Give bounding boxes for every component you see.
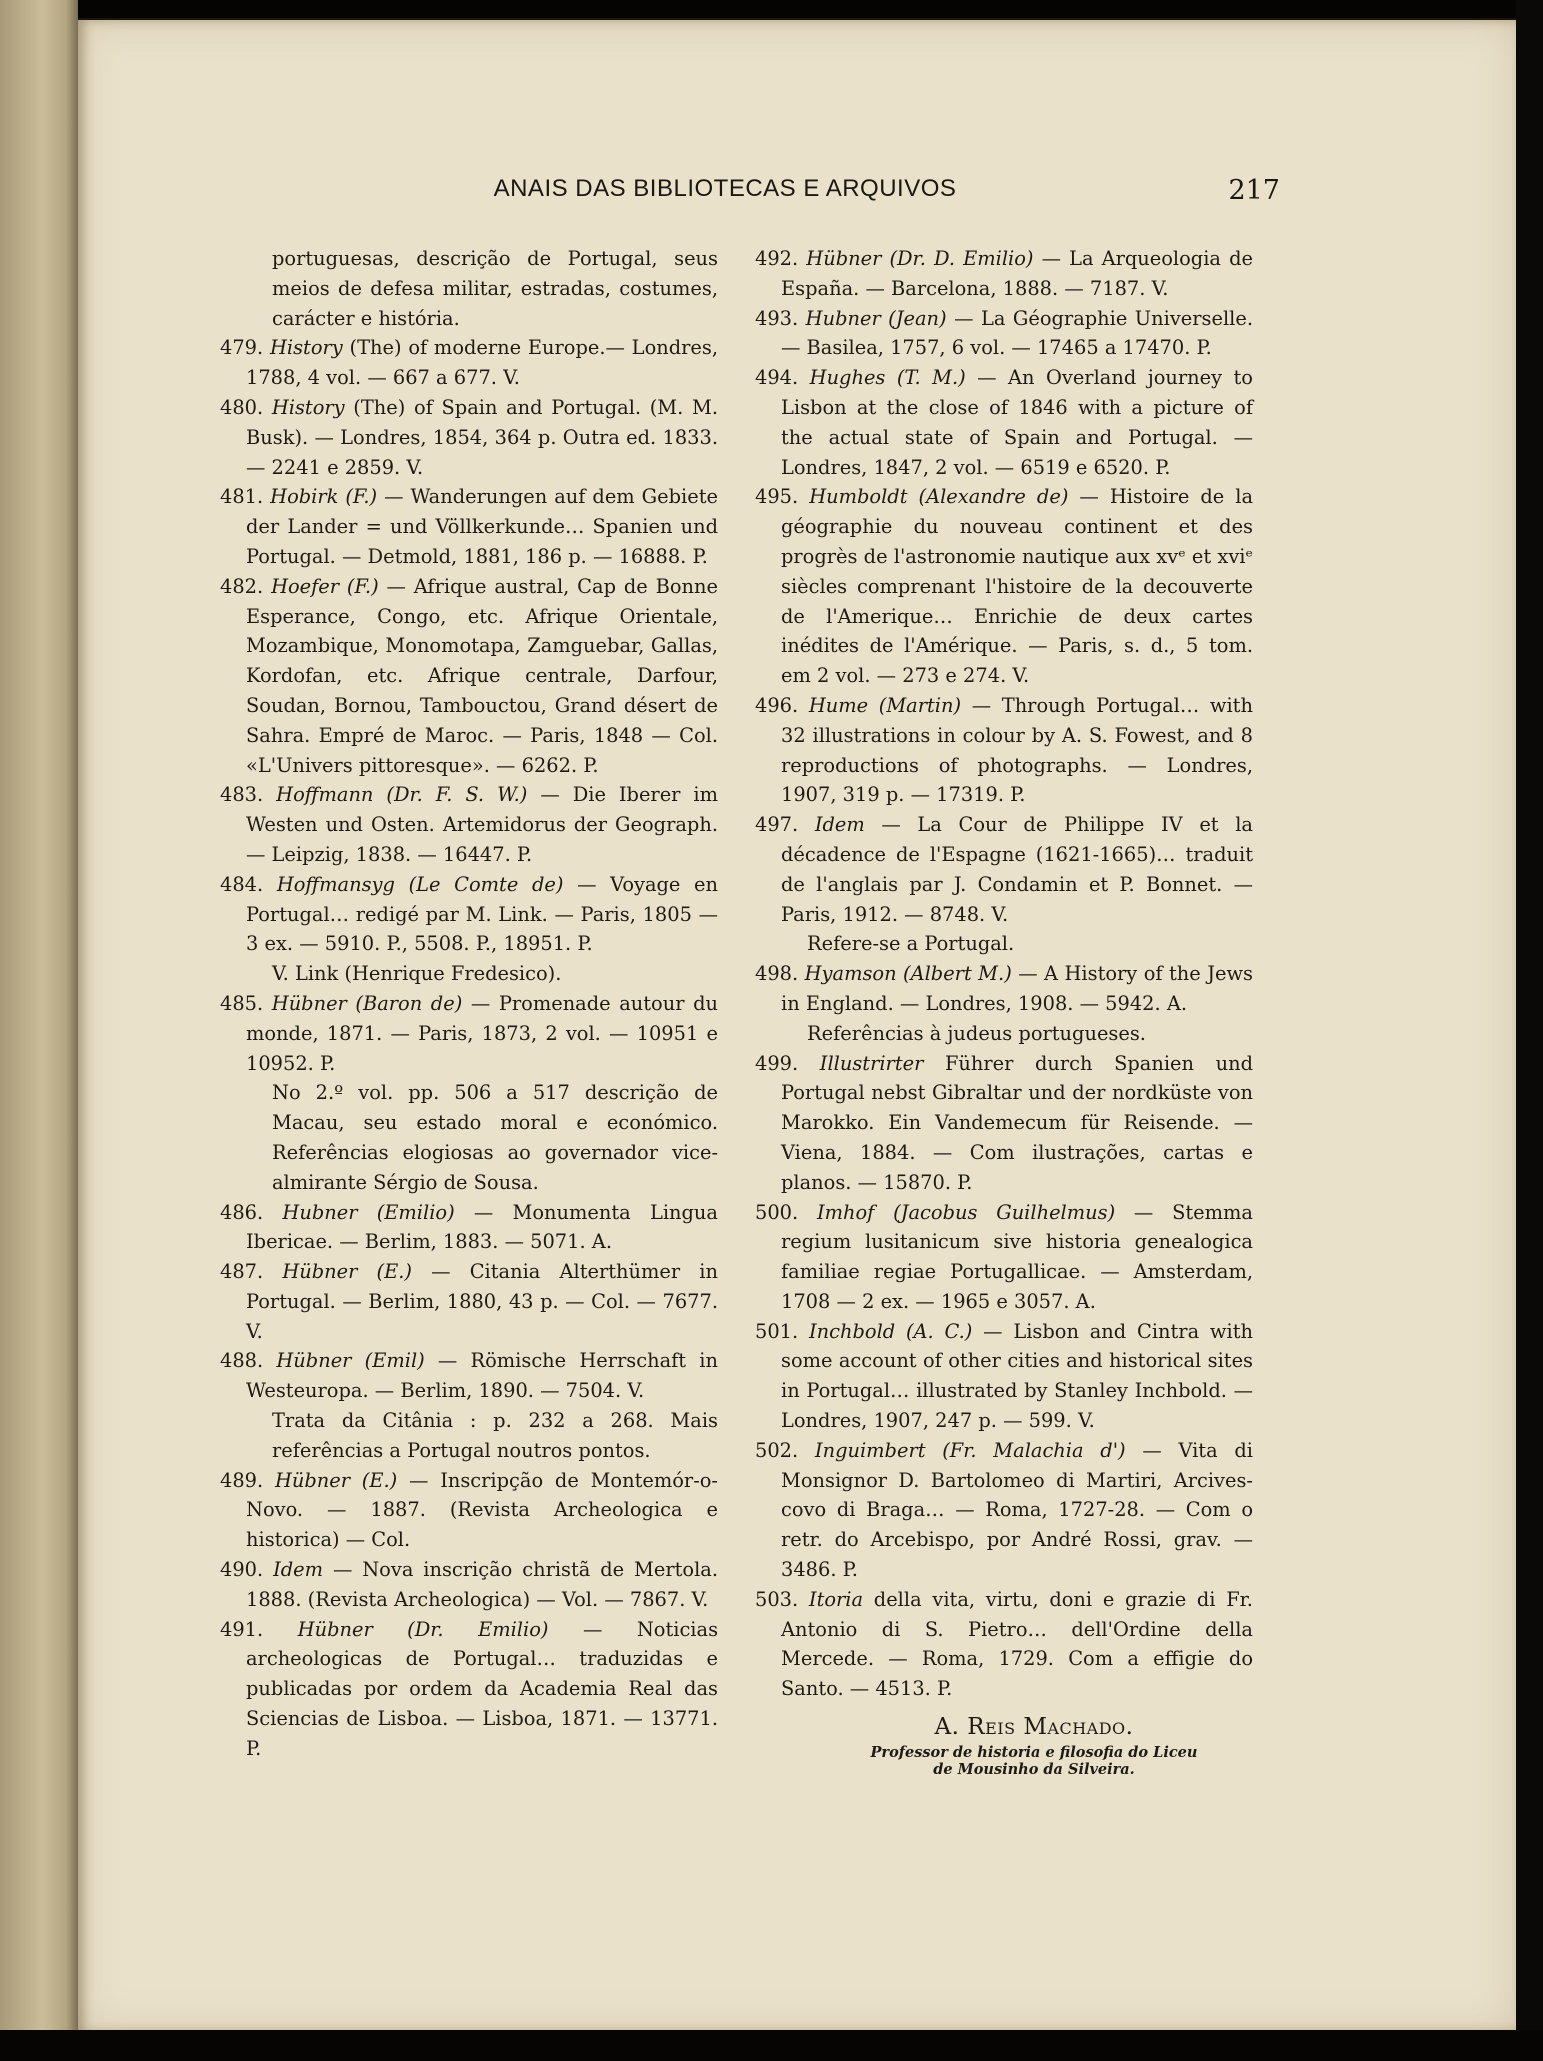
- running-title: ANAIS DAS BIBLIOTECAS E ARQUIVOS: [493, 175, 957, 202]
- catalog-entry: [755, 304, 1253, 364]
- entry-number: 494.: [755, 366, 799, 390]
- entry-text: — Monumenta Lingua Ibericae. — Berlim, 1883. — 5071. A.: [246, 1200, 718, 1254]
- entry-text: — La Arqueologia de España. — Barcelona, 1888. — 7187. V.: [781, 247, 1253, 300]
- left-column: [220, 244, 718, 1764]
- catalog-entry: [220, 572, 718, 781]
- entry-author: Illustrirter: [819, 1051, 924, 1075]
- entry-text: — Wanderungen auf dem Gebiete der Lander = und Völlkerkunde… Spanien und Portugal. — Detmold, 1881, 186 p. — 16888. P.: [246, 485, 718, 568]
- catalog-entry: [755, 959, 1253, 1019]
- entry-author: History: [271, 395, 345, 419]
- page-number: 217: [1228, 175, 1280, 206]
- entry-author: Hughes (T. M.): [809, 366, 966, 390]
- entry-number: 501.: [755, 1319, 799, 1343]
- catalog-entry: [755, 1317, 1253, 1436]
- entry-note: V. Link (Henrique Fredesico).: [272, 962, 562, 986]
- entry-author: Hoffmansyg (Le Comte de): [276, 872, 564, 896]
- scan-border-bottom: [0, 2030, 1543, 2061]
- catalog-entry: [220, 1346, 718, 1406]
- entry-note: Referências à judeus portugueses.: [807, 1021, 1146, 1045]
- entry-author: Idem: [273, 1558, 324, 1582]
- entry-text: — An Overland journey to Lisbon at the close of 1846 with a picture of the actual state of Spain and Portugal. — Londres, 1847, 2 vol. — 6519 e 6520. P.: [781, 366, 1253, 479]
- entry-author: Imhof (Jacobus Guilhelmus): [816, 1200, 1116, 1224]
- entry-number: 482.: [220, 574, 264, 598]
- entry-text: — A History of the Jews in England. — Londres, 1908. — 5942. A.: [781, 962, 1253, 1015]
- entry-number: 484.: [220, 872, 264, 896]
- entry-author: Hubner (Emilio): [282, 1200, 455, 1224]
- catalog-entry: [220, 1466, 718, 1555]
- entry-number: 483.: [220, 783, 264, 807]
- entry-text: — Lisbon and Cintra with some account of other cities and historical sites in Portugal… illustrated by Stanley Inchbold. — Londres, 1907, 247 p. — 599. V.: [781, 1319, 1254, 1433]
- entry-number: 493.: [755, 306, 799, 330]
- entry-number: 491.: [220, 1617, 264, 1641]
- entry-author: Hoffmann (Dr. F. S. W.): [276, 783, 528, 807]
- entry-text: — Citania Alterthümer in Portugal. — Berlim, 1880, 43 p. — Col. — 7677. V.: [246, 1260, 718, 1343]
- entry-text: (The) of moderne Europe.— Londres, 1788, 4 vol. — 667 a 677. V.: [246, 336, 718, 390]
- catalog-entry: [755, 810, 1253, 929]
- catalog-entry: [755, 482, 1253, 691]
- entry-number: 485.: [220, 991, 264, 1015]
- catalog-entry: [220, 989, 718, 1078]
- entry-author: Hume (Martin): [808, 693, 962, 717]
- catalog-entry: [755, 1436, 1253, 1585]
- entry-number: 497.: [755, 813, 799, 837]
- entry-text: — Die Iberer im Westen und Osten. Artemidorus der Geograph. — Leipzig, 1838. — 16447. P.: [246, 783, 719, 866]
- entry-text: — Afrique austral, Cap de Bonne Esperance, Congo, etc. Afrique Orientale, Mozambique, Monomotapa, Zamguebar, Gallas, Kordofan, etc. Afrique centrale, Darfour, Soudan, Bornou, Tambouctou, Grand désert de Sahra. Empré de Maroc. — Paris, 1848 — Col. «L'Univers pittoresque». — 6262. P.: [246, 574, 718, 777]
- catalog-entry: [220, 780, 718, 869]
- catalog-entry: [220, 1198, 718, 1258]
- entry-text: — Stemma regium lusitanicum sive historia genealogica familiae regiae Portugallicae. — Amsterdam, 1708 — 2 ex. — 1965 e 3057. A.: [781, 1200, 1253, 1313]
- catalog-entry: [220, 244, 718, 333]
- entry-text: — Through Portugal… with 32 illustrations in colour by A. S. Fowest, and 8 reproductions of photographs. — Londres, 1907, 319 p. — 17319. P.: [781, 693, 1253, 807]
- entry-text: della vita, virtu, doni e grazie di Fr. Antonio di S. Pietro… dell'Ordine della Mercede. — Roma, 1729. Com a effigie do Santo. — 4513. P.: [781, 1587, 1253, 1701]
- right-column-entries: [755, 244, 1253, 1704]
- catalog-entry: [755, 1585, 1253, 1704]
- entry-number: 492.: [755, 247, 799, 270]
- entry-text: — Voyage en Portugal… redigé par M. Link. — Paris, 1805 — 3 ex. — 5910. P., 5508. P., 18951. P.: [246, 872, 719, 956]
- entry-number: 500.: [755, 1200, 799, 1224]
- entry-author: Humboldt (Alexandre de): [809, 485, 1069, 509]
- entry-text: — Promenade autour du monde, 1871. — Paris, 1873, 2 vol. — 10951 e 10952. P.: [246, 991, 718, 1075]
- entry-author: Itoria: [808, 1587, 864, 1611]
- entry-text: portuguesas, descrição de Portugal, seus meios de defesa militar, estradas, costumes, carácter e história.: [272, 247, 718, 330]
- entry-text: Führer durch Spanien und Portugal nebst Gibraltar und der nordküste von Marokko. Ein Vandemecum für Reisende. — Viena, 1884. — Com ilustrações, cartas e planos. — 15870. P.: [781, 1051, 1253, 1194]
- catalog-entry: [755, 244, 1253, 304]
- entry-note: Refere-se a Portugal.: [807, 932, 1015, 956]
- entry-note: Trata da Citânia : p. 232 a 268. Mais referências a Portugal noutros pontos.: [272, 1409, 718, 1462]
- facing-page-edge: [0, 0, 78, 2030]
- page-header: [170, 175, 1280, 211]
- entry-number: 479.: [220, 336, 264, 360]
- entry-text: (The) of Spain and Portugal. (M. M. Busk). — Londres, 1854, 364 p. Outra ed. 1833. — 2241 e 2859. V.: [246, 395, 718, 479]
- entry-number: 481.: [220, 485, 264, 509]
- catalog-entry: [755, 691, 1253, 810]
- entry-note: No 2.º vol. pp. 506 a 517 descrição de Macau, seu estado moral e económico. Referências elogiosas ao governador vice-almirante Sérgio de Sousa.: [272, 1081, 718, 1194]
- entry-number: 503.: [755, 1587, 799, 1611]
- entry-text: — Inscripção de Montemór-o-Novo. — 1887. (Revista Archeologica e historica) — Col.: [246, 1468, 718, 1552]
- entry-number: 498.: [755, 962, 799, 986]
- entry-author: Hübner (Emil): [276, 1349, 425, 1373]
- catalog-entry: [220, 333, 718, 393]
- catalog-entry: [755, 1198, 1253, 1317]
- entry-author: Hyamson (Albert M.): [804, 962, 1012, 986]
- entry-author: Hübner (E.): [282, 1260, 412, 1284]
- entry-author: Hoefer (F.): [271, 574, 379, 598]
- entry-author: Hubner (Jean): [805, 306, 947, 330]
- catalog-entry: [220, 393, 718, 482]
- entry-text: — Histoire de la géographie du nouveau continent et des progrès de l'astronomie nautique aux xvᵉ et xviᵉ siècles comprenant l'histoire de la decouverte de l'Amerique… Enrichie de deux cartes inédites de l'Amérique. — Paris, s. d., 5 tom. em 2 vol. — 273 e 274. V.: [781, 485, 1254, 688]
- catalog-entry: [220, 1555, 718, 1615]
- right-column: [755, 244, 1253, 1778]
- entry-author: Inchbold (A. C.): [808, 1319, 973, 1343]
- entry-text: — Römische Herrschaft in Westeuropa. — Berlim, 1890. — 7504. V.: [246, 1349, 718, 1403]
- entry-author: Hobirk (F.): [270, 485, 378, 509]
- entry-author: Hübner (Dr. Emilio): [297, 1617, 549, 1641]
- catalog-entry: [220, 482, 718, 571]
- entry-text: — Noticias archeologicas de Portugal… traduzidas e publicadas por ordem da Academia Real das Sciencias de Lisboa. — Lisboa, 1871. — 13771. P.: [246, 1617, 719, 1760]
- catalog-entry: [220, 870, 718, 959]
- signature: [755, 1710, 1253, 1778]
- entry-text: — La Géographie Universelle. — Basilea, 1757, 6 vol. — 17465 a 17470. P.: [781, 306, 1254, 360]
- signature-title-line1: Professor de historia e filosofia do Liceu: [870, 1744, 1198, 1762]
- signature-name: A. Reis Machado.: [934, 1714, 1134, 1741]
- signature-title-line2: de Mousinho da Silveira.: [933, 1761, 1135, 1779]
- entry-text: — Nova inscrição christã de Mertola. 1888. (Revista Archeologica) — Vol. — 7867. V.: [246, 1558, 719, 1611]
- entry-number: 490.: [220, 1558, 264, 1582]
- catalog-entry: [755, 363, 1253, 482]
- entry-number: 489.: [220, 1468, 264, 1492]
- entry-author: Hübner (Dr. D. Emilio): [806, 247, 1034, 270]
- catalog-entry: [220, 1615, 718, 1764]
- entry-number: 480.: [220, 395, 264, 419]
- entry-number: 488.: [220, 1349, 264, 1373]
- entry-author: Idem: [814, 813, 865, 837]
- entry-number: 496.: [755, 693, 799, 717]
- catalog-entry: [755, 1049, 1253, 1198]
- entry-author: Hübner (E.): [274, 1468, 398, 1492]
- entry-author: Inguimbert (Fr. Malachia d'): [814, 1438, 1126, 1462]
- entry-author: Hübner (Baron de): [271, 991, 463, 1015]
- entry-number: 502.: [755, 1438, 799, 1462]
- entry-author: History: [269, 336, 343, 360]
- entry-number: 499.: [755, 1051, 799, 1075]
- entry-number: 487.: [220, 1260, 264, 1284]
- entry-number: 495.: [755, 485, 799, 509]
- scan-border-right: [1516, 0, 1543, 2061]
- entry-text: — Vita di Monsignor D. Bartolomeo di Martiri, Arcives-covo di Braga… — Roma, 1727-28. — Com o retr. do Arcebispo, por André Rossi, grav. — 3486. P.: [781, 1438, 1253, 1582]
- entry-text: — La Cour de Philippe IV et la décadence de l'Espagne (1621-1665)… traduit de l'anglais par J. Condamin et P. Bonnet. — Paris, 1912. — 8748. V.: [781, 813, 1253, 926]
- entry-number: 486.: [220, 1200, 264, 1224]
- catalog-entry: [220, 1257, 718, 1346]
